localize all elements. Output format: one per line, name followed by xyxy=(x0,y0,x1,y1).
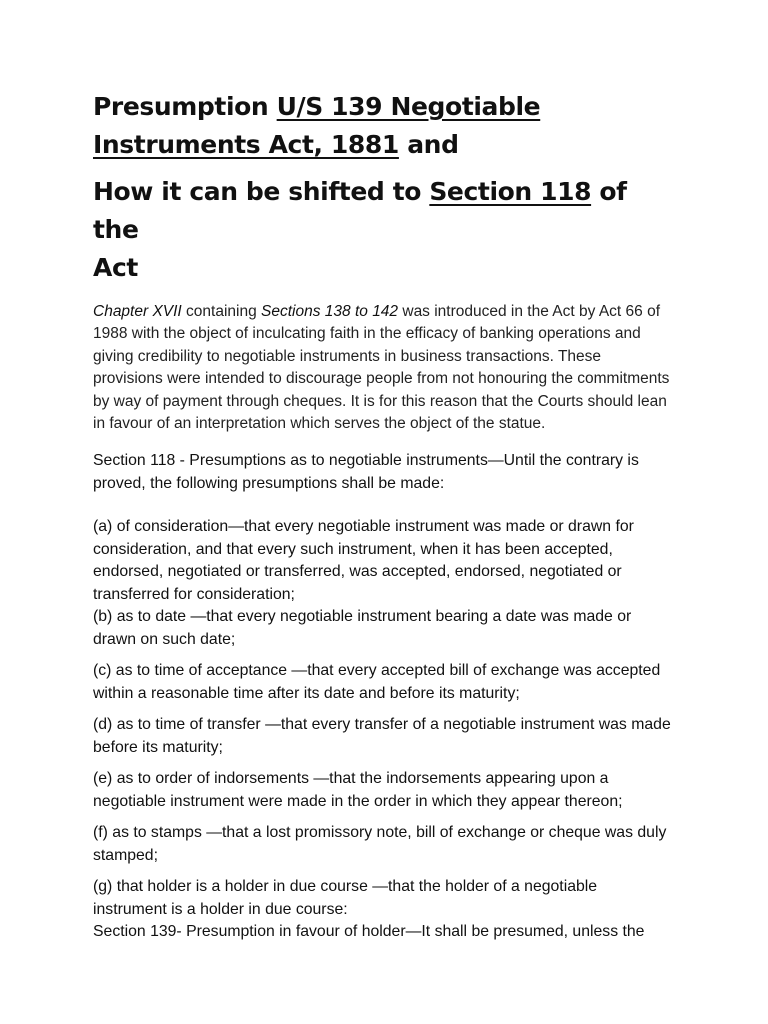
intro-paragraph xyxy=(93,301,673,435)
title-underlined-act-name: Instruments Act, 1881 xyxy=(93,130,399,159)
title-text: Presumption xyxy=(93,92,277,121)
intro-chapter-ref: Chapter XVII xyxy=(93,303,182,320)
intro-sections-ref: Sections 138 to 142 xyxy=(261,303,399,320)
document-body xyxy=(93,88,673,944)
subtitle-underlined-section: Section 118 xyxy=(429,177,592,206)
clause-d: (d) as to time of transfer —that every transfer of a negotiable instrument was made before its maturity; xyxy=(93,716,671,756)
document-subtitle xyxy=(93,173,673,287)
subtitle-text: Act xyxy=(93,253,138,282)
title-underlined-act-reference: U/S 139 Negotiable xyxy=(276,92,541,121)
clause-a: (a) of consideration—that every negotiable instrument was made or drawn for consideration, and that every such instrument, when it has been accepted, endorsed, negotiated or transferred, was accepted, endorsed, negotiated or transferred for consideration; xyxy=(93,518,634,603)
clause-g: (g) that holder is a holder in due course —that the holder of a negotiable instrument is a holder in due course: xyxy=(93,878,598,918)
section-118-heading: Section 118 - Presumptions as to negotiable instruments—Until the contrary is proved, the following presumptions shall be made: xyxy=(93,452,639,492)
clause-b: (b) as to date —that every negotiable instrument bearing a date was made or drawn on such date; xyxy=(93,608,632,648)
title-text: and xyxy=(398,130,459,159)
clause-c: (c) as to time of acceptance —that every accepted bill of exchange was accepted within a reasonable time after its date and before its maturity; xyxy=(93,662,661,702)
section-139-text: Section 139- Presumption in favour of holder—It shall be presumed, unless the xyxy=(93,923,645,941)
intro-text: containing xyxy=(181,303,262,320)
document-title xyxy=(93,88,673,164)
clause-f: (f) as to stamps —that a lost promissory note, bill of exchange or cheque was duly stamped; xyxy=(93,824,667,864)
subtitle-text: How it can be shifted to xyxy=(93,177,430,206)
subtitle-text: of the xyxy=(93,177,627,244)
clause-e: (e) as to order of indorsements —that the indorsements appearing upon a negotiable instrument were made in the order in which they appear thereon; xyxy=(93,770,623,810)
intro-text: was introduced in the Act by Act 66 of 1988 with the object of inculcating faith in the efficacy of banking operations and giving credibility to negotiable instruments in business transactions. These provisions were intended to discourage people from not honouring the commitments by way of payment through cheques. It is for this reason that the Courts should lean in favour of an interpretation which serves the object of the statue. xyxy=(93,303,670,433)
